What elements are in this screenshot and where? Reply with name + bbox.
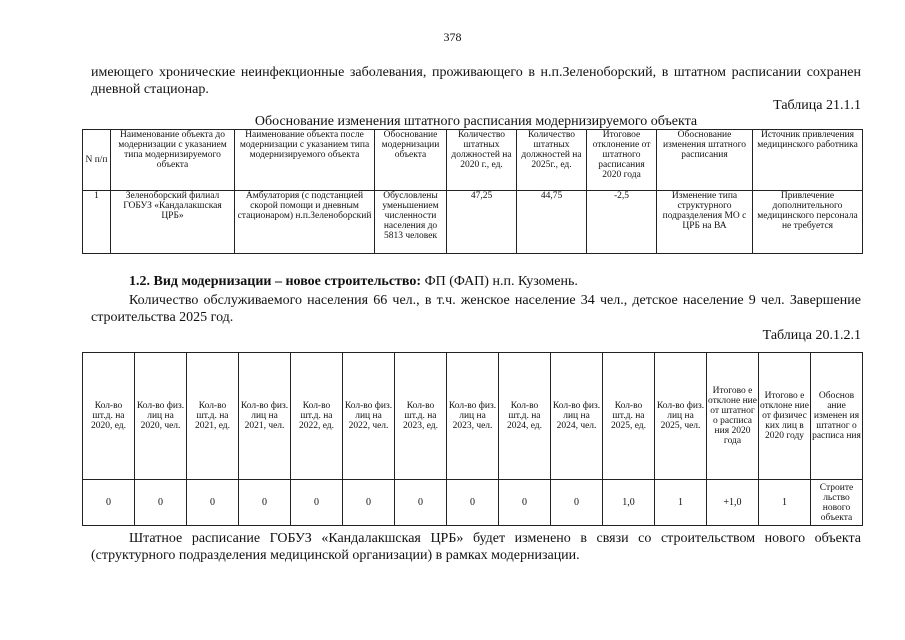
t1-cell: 47,25 <box>447 191 517 254</box>
t1-cell: Зеленоборский филиал ГОБУЗ «Кандалакшская ЦРБ» <box>111 191 235 254</box>
t1-cell: -2,5 <box>587 191 657 254</box>
t1-cell: Привлечение дополнительного медицинского персонала не требуется <box>753 191 863 254</box>
t1-header-2025: Количество штатных должностей на 2025г., ед. <box>517 130 587 191</box>
t2-header: Кол-во физ. лиц на 2020, чел. <box>135 353 187 480</box>
t2-header: Кол-во шт.д. на 2023, ед. <box>395 353 447 480</box>
t2-cell: Строите льство нового объекта <box>811 480 863 526</box>
t2-cell: 0 <box>239 480 291 526</box>
t2-cell: 0 <box>187 480 239 526</box>
t2-header: Кол-во шт.д. на 2024, ед. <box>499 353 551 480</box>
t2-cell: 0 <box>343 480 395 526</box>
t2-cell: 0 <box>447 480 499 526</box>
t1-header-num: N п/п <box>83 130 111 191</box>
t2-header: Кол-во физ. лиц на 2022, чел. <box>343 353 395 480</box>
t2-header: Итогово е отклоне ние от физичес ких лиц в 2020 году <box>759 353 811 480</box>
t2-cell: 0 <box>83 480 135 526</box>
t2-cell: 1 <box>759 480 811 526</box>
t2-cell: 0 <box>551 480 603 526</box>
t2-header: Кол-во физ. лиц на 2023, чел. <box>447 353 499 480</box>
t1-cell: Изменение типа структурного подразделения МО с ЦРБ на ВА <box>657 191 753 254</box>
t2-cell: 0 <box>395 480 447 526</box>
section-body: Количество обслуживаемого населения 66 чел., в т.ч. женское население 34 чел., детское население 9 чел. Завершение строительства 2025 год. <box>91 293 861 325</box>
t2-cell: 1,0 <box>603 480 655 526</box>
table1-label: Таблица 21.1.1 <box>773 98 861 113</box>
t2-header: Кол-во физ. лиц на 2025, чел. <box>655 353 707 480</box>
t2-header: Кол-во шт.д. на 2022, ед. <box>291 353 343 480</box>
t1-header-2020: Количество штатных должностей на 2020 г., ед. <box>447 130 517 191</box>
t2-cell: 0 <box>291 480 343 526</box>
t1-header-change-reason: Обоснование изменения штатного расписания <box>657 130 753 191</box>
section-heading-bold: 1.2. Вид модернизации – новое строительство: <box>129 274 422 289</box>
t2-header: Обоснов ание изменен ия штатног о расписа ния <box>811 353 863 480</box>
closing-paragraph: Штатное расписание ГОБУЗ «Кандалакшская ЦРБ» будет изменено в связи со строительством нового объекта (структурного подразделения медицинской организации) в рамках модернизации. <box>91 531 861 563</box>
t2-cell: 0 <box>135 480 187 526</box>
t1-cell: 44,75 <box>517 191 587 254</box>
t2-header: Кол-во физ. лиц на 2024, чел. <box>551 353 603 480</box>
t2-header: Кол-во шт.д. на 2020, ед. <box>83 353 135 480</box>
t2-header: Кол-во шт.д. на 2025, ед. <box>603 353 655 480</box>
t2-header: Итогово е отклоне ние от штатног о расписа ния 2020 года <box>707 353 759 480</box>
t1-cell: Амбулатория (с подстанцией скорой помощи и дневным стационаром) н.п.Зеленоборский <box>235 191 375 254</box>
t2-header: Кол-во шт.д. на 2021, ед. <box>187 353 239 480</box>
page-number: 378 <box>443 30 462 44</box>
t2-cell: 0 <box>499 480 551 526</box>
section-heading-rest: ФП (ФАП) н.п. Кузомень. <box>421 274 578 289</box>
t1-cell: 1 <box>83 191 111 254</box>
table2-label: Таблица 20.1.2.1 <box>762 328 861 343</box>
t2-header: Кол-во физ. лиц на 2021, чел. <box>239 353 291 480</box>
t1-header-after: Наименование объекта после модернизации с указанием типа модернизируемого объекта <box>235 130 375 191</box>
t1-header-reason: Обоснование модернизации объекта <box>375 130 447 191</box>
t1-header-source: Источник привлечения медицинского работника <box>753 130 863 191</box>
section-heading <box>91 273 861 290</box>
t1-header-before: Наименование объекта до модернизации с указанием типа модернизируемого объекта <box>111 130 235 191</box>
staffing-counts-table <box>82 352 863 526</box>
t2-cell: +1,0 <box>707 480 759 526</box>
t2-cell: 1 <box>655 480 707 526</box>
table-row <box>83 480 863 526</box>
table-row <box>83 191 863 254</box>
table1-title: Обоснование изменения штатного расписания модернизируемого объекта <box>254 114 698 129</box>
intro-paragraph: имеющего хронические неинфекционные заболевания, проживающего в н.п.Зеленоборский, в штатном расписании сохранен дневной стационар. <box>91 65 861 97</box>
t1-cell: Обусловлены уменьшением численности населения до 5813 человек <box>375 191 447 254</box>
staffing-justification-table <box>82 129 863 254</box>
t1-header-deviation: Итоговое отклонение от штатного расписания 2020 года <box>587 130 657 191</box>
